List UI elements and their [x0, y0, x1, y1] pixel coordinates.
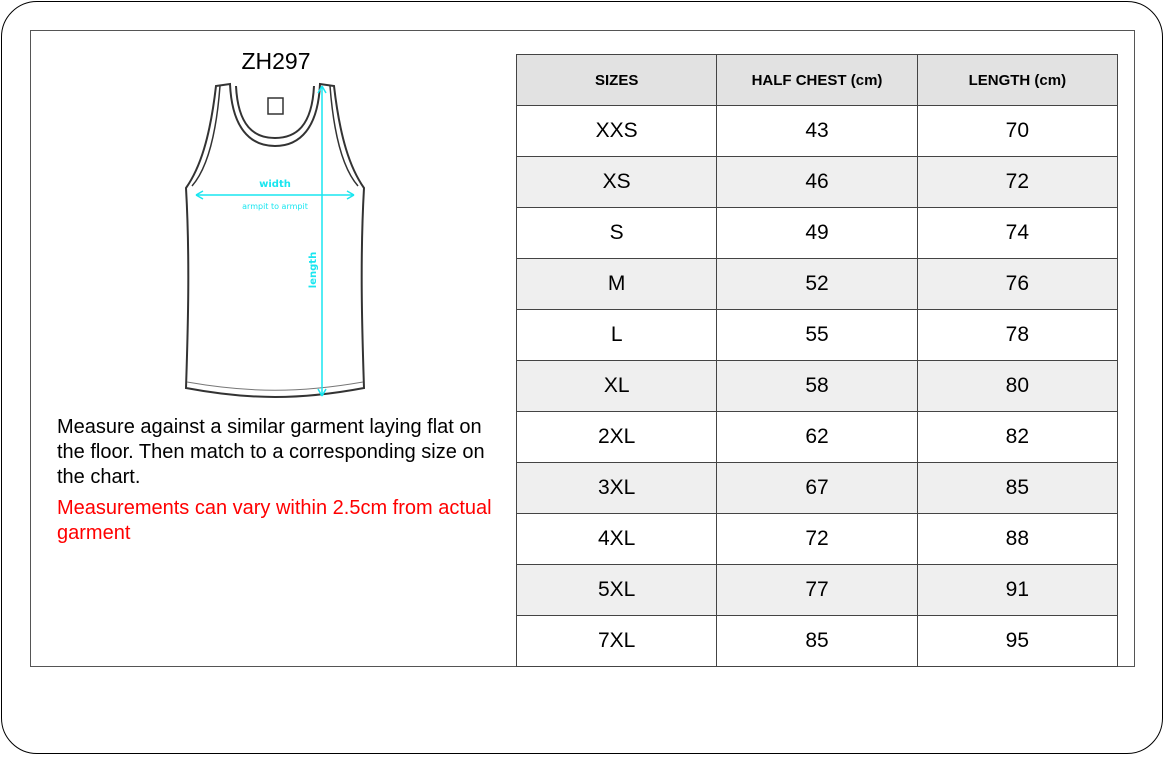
length-cell: 85	[917, 463, 1117, 514]
length-cell: 72	[917, 157, 1117, 208]
tank-top-diagram	[170, 78, 380, 408]
size-chart-table	[516, 54, 1118, 667]
size-cell: XXS	[517, 106, 717, 157]
table-row	[517, 463, 1118, 514]
half-chest-cell: 43	[717, 106, 917, 157]
product-code: ZH297	[241, 48, 311, 74]
length-cell: 78	[917, 310, 1117, 361]
size-cell: L	[517, 310, 717, 361]
length-cell: 82	[917, 412, 1117, 463]
half-chest-cell: 55	[717, 310, 917, 361]
half-chest-cell: 62	[717, 412, 917, 463]
table-row	[517, 106, 1118, 157]
table-row	[517, 157, 1118, 208]
tank-top-outline	[186, 84, 364, 397]
table-header-row	[517, 55, 1118, 106]
measurement-disclaimer: Measurements can vary within 2.5cm from actual garment	[57, 497, 492, 544]
length-cell: 80	[917, 361, 1117, 412]
half-chest-cell: 77	[717, 565, 917, 616]
length-label: length	[308, 251, 319, 289]
header-sizes: SIZES	[517, 55, 717, 106]
header-length: LENGTH (cm)	[917, 55, 1117, 106]
table-row	[517, 259, 1118, 310]
size-cell: S	[517, 208, 717, 259]
size-cell: XS	[517, 157, 717, 208]
half-chest-cell: 49	[717, 208, 917, 259]
width-sublabel: armpit to armpit	[242, 202, 308, 211]
neck-tag	[268, 98, 283, 114]
half-chest-cell: 85	[717, 616, 917, 667]
table-row	[517, 412, 1118, 463]
half-chest-cell: 72	[717, 514, 917, 565]
length-cell: 74	[917, 208, 1117, 259]
half-chest-cell: 58	[717, 361, 917, 412]
size-cell: M	[517, 259, 717, 310]
header-half-chest: HALF CHEST (cm)	[717, 55, 917, 106]
table-row	[517, 361, 1118, 412]
length-cell: 88	[917, 514, 1117, 565]
size-cell: 5XL	[517, 565, 717, 616]
half-chest-cell: 46	[717, 157, 917, 208]
half-chest-cell: 67	[717, 463, 917, 514]
width-label: width	[259, 179, 291, 190]
size-cell: 3XL	[517, 463, 717, 514]
table-row	[517, 565, 1118, 616]
measure-instructions: Measure against a similar garment laying flat on the floor. Then match to a corresponding size on the chart.	[57, 416, 485, 488]
size-cell: 7XL	[517, 616, 717, 667]
neckline	[236, 86, 314, 138]
length-cell: 76	[917, 259, 1117, 310]
length-cell: 70	[917, 106, 1117, 157]
size-cell: 4XL	[517, 514, 717, 565]
half-chest-cell: 52	[717, 259, 917, 310]
table-row	[517, 208, 1118, 259]
size-cell: XL	[517, 361, 717, 412]
size-cell: 2XL	[517, 412, 717, 463]
table-row	[517, 514, 1118, 565]
table-row	[517, 616, 1118, 667]
table-row	[517, 310, 1118, 361]
length-cell: 95	[917, 616, 1117, 667]
length-cell: 91	[917, 565, 1117, 616]
